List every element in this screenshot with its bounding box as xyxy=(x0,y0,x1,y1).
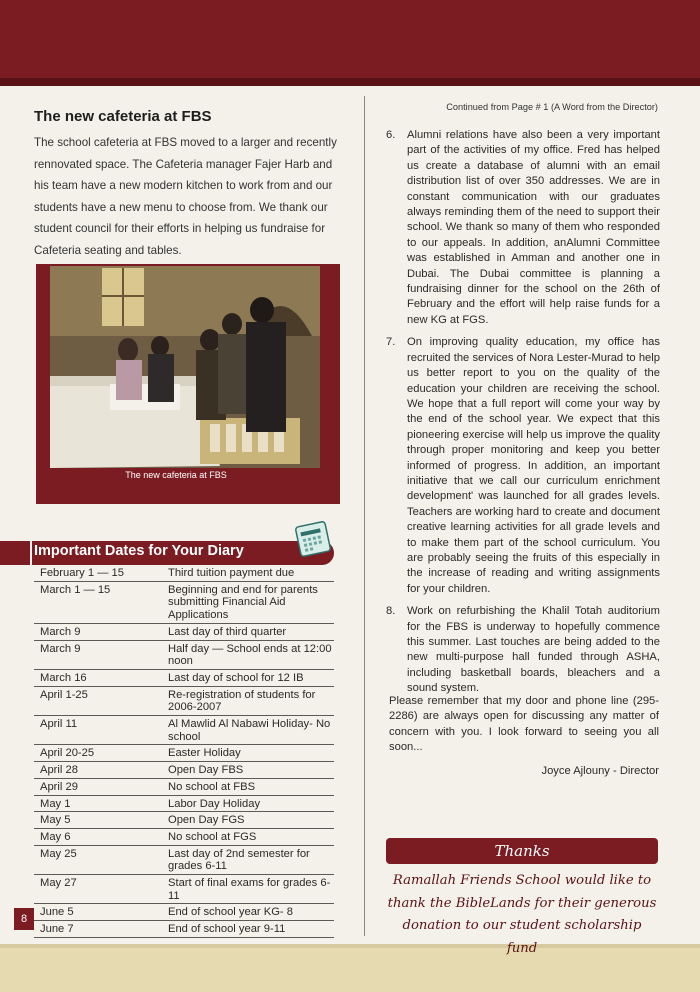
event-cell: Start of final exams for grades 6-11 xyxy=(168,877,331,902)
date-cell: March 16 xyxy=(40,671,87,684)
event-cell: Half day — School ends at 12:00 noon xyxy=(168,642,332,668)
event-cell: Last day of third quarter xyxy=(168,625,287,638)
date-cell: May 1 xyxy=(40,797,71,810)
table-row xyxy=(34,829,334,846)
date-cell: April 11 xyxy=(40,718,78,731)
table-row xyxy=(34,762,334,779)
table-row xyxy=(34,582,334,624)
photo-caption: The new cafeteria at FBS xyxy=(125,470,227,480)
top-band-shade xyxy=(0,78,700,86)
item-number: 7. xyxy=(386,336,396,349)
cafeteria-title: The new cafeteria at FBS xyxy=(34,108,212,125)
date-cell: February 1 — 15 xyxy=(40,567,124,579)
date-cell: April 1-25 xyxy=(40,688,88,701)
event-cell: Al Mawlid Al Nabawi Holiday- No school xyxy=(168,718,331,743)
dates-left-accent xyxy=(0,541,30,565)
date-cell: May 27 xyxy=(40,877,77,890)
dates-table xyxy=(34,565,334,938)
list-item xyxy=(386,604,660,696)
event-cell: End of school year KG- 8 xyxy=(168,906,293,919)
continued-note: Continued from Page # 1 (A Word from the Director) xyxy=(446,102,658,112)
date-cell: May 25 xyxy=(40,847,77,860)
dates-title: Important Dates for Your Diary xyxy=(34,543,244,559)
table-row xyxy=(34,745,334,762)
page-number: 8 xyxy=(14,908,34,930)
table-row xyxy=(34,846,334,875)
closing-paragraph: Please remember that my door and phone line (295-2286) are always open for discussing any matter of concern with you. I look forward to seeing you all soon... xyxy=(389,695,659,754)
table-row xyxy=(34,812,334,829)
table-row xyxy=(34,796,334,813)
list-item xyxy=(386,128,660,328)
item-text: Work on refurbishing the Khalil Totah auditorium for the FBS is underway to hopefully commence this summer. Last touches are being added to the new multi-purpose hall funded through ASHA, including basketball boards, bleachers and a sound system. xyxy=(407,605,660,695)
thanks-body: Ramallah Friends School would like to thank the BibleLands for their generous donation to our student scholarship fund xyxy=(387,873,657,956)
event-cell: No school at FBS xyxy=(168,780,256,793)
event-cell: Re-registration of students for 2006-2007 xyxy=(168,688,316,714)
table-row xyxy=(34,641,334,670)
event-cell: Open Day FGS xyxy=(168,814,245,827)
event-cell: End of school year 9-11 xyxy=(168,923,286,936)
table-row xyxy=(34,687,334,716)
item-number: 8. xyxy=(386,605,396,618)
table-row xyxy=(34,875,334,904)
item-text: On improving quality education, my office has recruited the services of Nora Lester-Murad to help us better report to you on the quality of the education your children are receiving the school. We hope that a full report will come your way by the end of the school year. We expect that this pioneering exercise will help us improve the quality through proper monitoring and keep you better informed of progress. In addition, an important initiative that we call our curriculum enrichment development' was launched for all grades levels. Teachers are working hard to create and document creative learning activities for all grade levels and to make them part of the school curriculum. You are probably seeing the fruits of this especially in the increase of reading and writing assignments for your children. xyxy=(407,336,660,595)
event-cell: Last day of school for 12 IB xyxy=(168,671,304,684)
table-row xyxy=(34,779,334,796)
event-cell: Labor Day Holiday xyxy=(168,797,261,810)
event-cell: Third tuition payment due xyxy=(168,567,295,579)
date-cell: March 9 xyxy=(40,642,81,655)
calendar-icon xyxy=(292,518,332,558)
table-row xyxy=(34,716,334,745)
item-text: Alumni relations have also been a very important part of the activities of my office. Fred has helped us create a database of alumni with an email distribution list of over 350 addresses. We are in constant communication with our graduates always reminding them of the need to support their school. We thank so many of them who responded to our appeals. In addition, anAlumni Committee was established in Amman and another one in Dubai. The Dubai committee is planning a fundraising dinner for the school on the 26th of February and the effort will help raise funds for a new KG at FGS. xyxy=(407,129,660,326)
date-cell: April 28 xyxy=(40,764,78,777)
numbered-list xyxy=(386,128,660,704)
event-cell: Easter Holiday xyxy=(168,747,241,760)
cafeteria-photo xyxy=(50,266,320,468)
date-cell: March 1 — 15 xyxy=(40,583,111,596)
item-number: 6. xyxy=(386,129,396,141)
date-cell: April 20-25 xyxy=(40,747,95,760)
column-divider xyxy=(364,96,365,936)
date-cell: June 5 xyxy=(40,906,74,919)
event-cell: Beginning and end for parents submitting Financial Aid Applications xyxy=(168,583,318,622)
table-row xyxy=(34,565,334,582)
top-band xyxy=(0,0,700,84)
date-cell: June 7 xyxy=(40,923,74,936)
event-cell: No school at FGS xyxy=(168,830,257,843)
date-cell: April 29 xyxy=(40,780,78,793)
table-row xyxy=(34,670,334,687)
event-cell: Open Day FBS xyxy=(168,764,244,777)
thanks-title: Thanks xyxy=(386,838,658,864)
date-cell: March 9 xyxy=(40,625,81,638)
cafeteria-body: The school cafeteria at FBS moved to a larger and recently rennovated space. The Cafeteria manager Fajer Harb and his team have a new modern kitchen to work from and our students have a new menu to choose from. We thank our student council for their efforts in helping us fundraise for Cafeteria seating and tables. xyxy=(34,136,337,257)
table-row xyxy=(34,921,334,938)
date-cell: May 5 xyxy=(40,814,71,827)
cafeteria-photo-illustration xyxy=(50,266,320,468)
signature: Joyce Ajlouny - Director xyxy=(541,765,659,777)
date-cell: May 6 xyxy=(40,830,71,843)
table-row xyxy=(34,624,334,641)
table-row xyxy=(34,904,334,921)
event-cell: Last day of 2nd semester for grades 6-11 xyxy=(168,847,310,873)
list-item xyxy=(386,335,660,597)
